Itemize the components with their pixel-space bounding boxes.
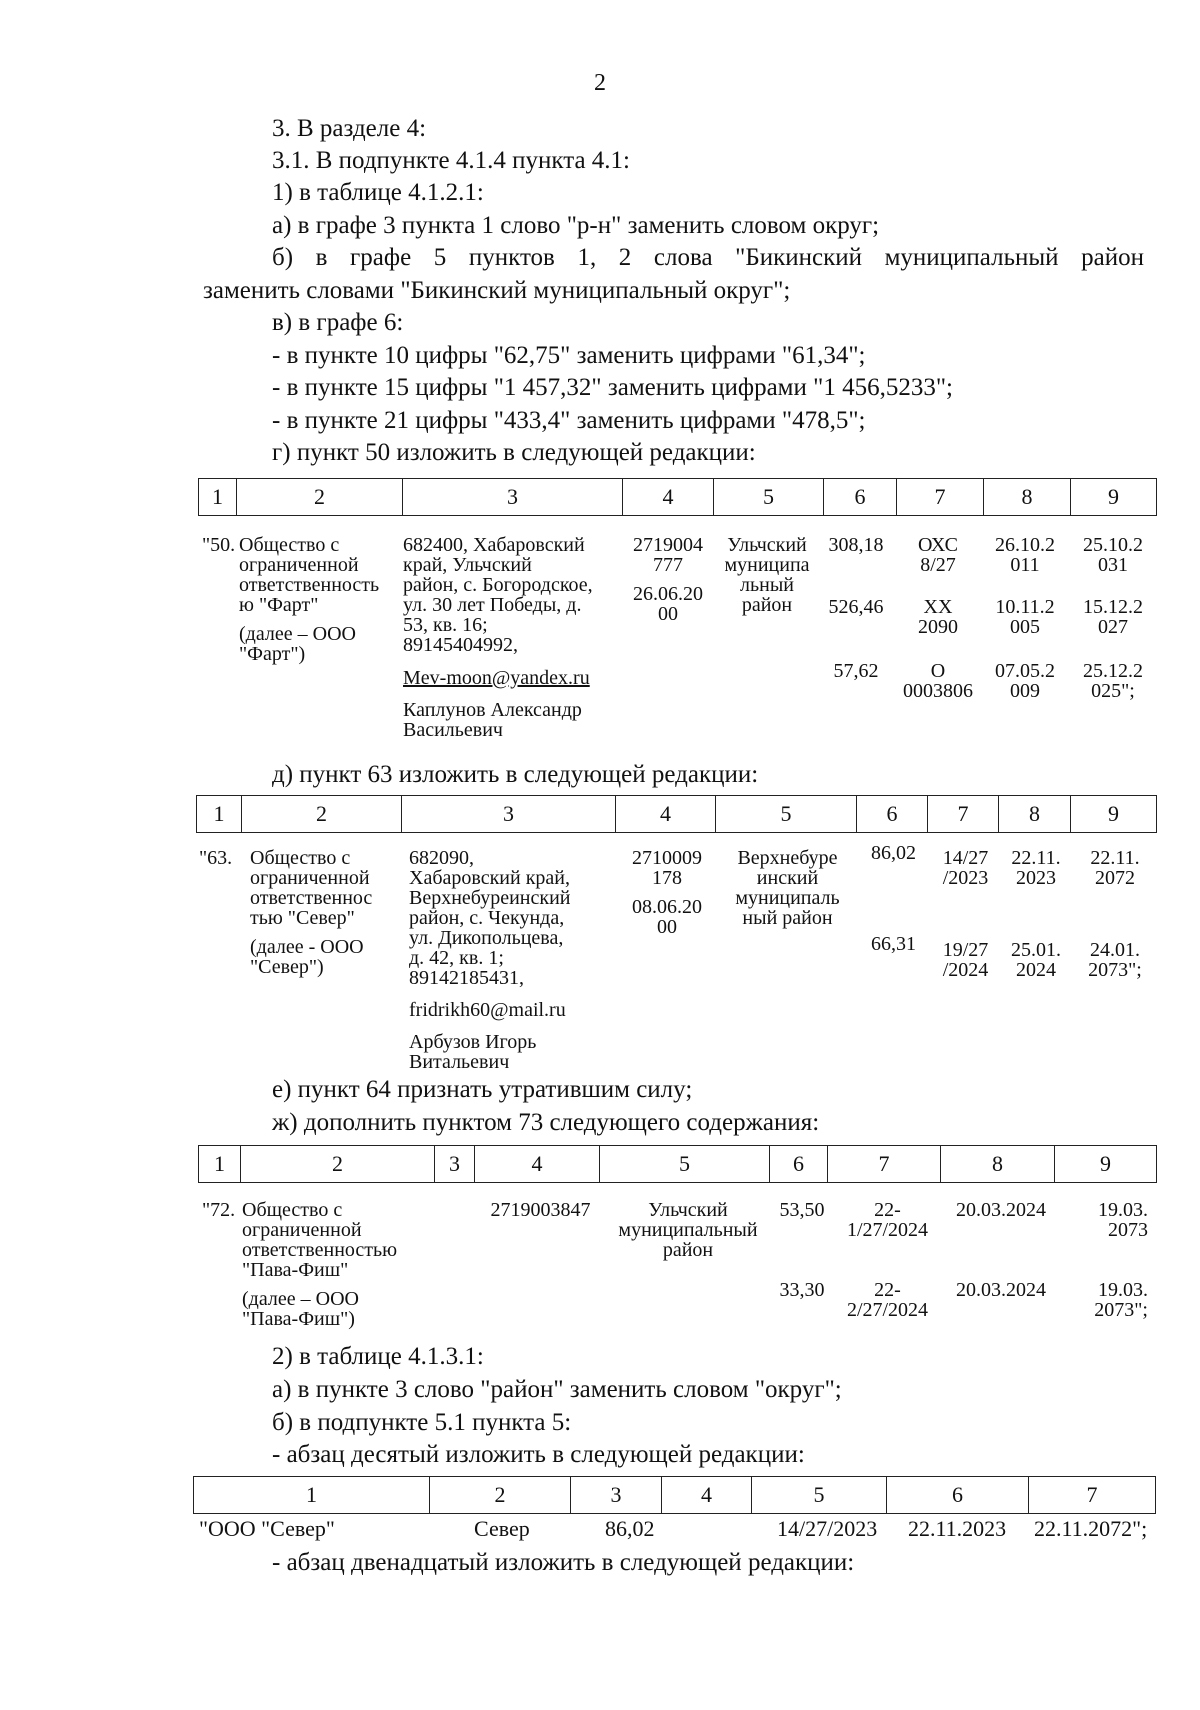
area-value: 86,02 — [871, 842, 916, 864]
list-item: б) в графе 5 пунктов 1, 2 слова "Бикинский муниципальный район — [272, 244, 1144, 271]
column-header: 2 — [430, 1477, 571, 1514]
list-item: - абзац двенадцатый изложить в следующей редакции: — [272, 1549, 855, 1576]
date-to: 15.12.2 027 — [1083, 596, 1143, 638]
contact-person: Арбузов Игорь Витальевич — [409, 1031, 537, 1073]
column-header: 4 — [616, 796, 716, 833]
column-header: 7 — [828, 1146, 941, 1183]
column-header: 1 — [199, 1146, 241, 1183]
organization-short-name: (далее – ООО "Фарт") — [239, 623, 356, 665]
organization-email: fridrikh60@mail.ru — [409, 999, 566, 1021]
document-number: О 0003806 — [903, 660, 973, 702]
document-number: 14/27 /2023 — [942, 847, 989, 889]
column-header: 6 — [824, 479, 897, 516]
organization-address: 682400, Хабаровский край, Ульчский район, с. Богородское, ул. 30 лет Победы, д. 53, кв. 16; 89145404992, — [403, 534, 593, 656]
column-header: 1 — [197, 796, 242, 833]
column-header: 9 — [1055, 1146, 1157, 1183]
area-value: 308,18 — [828, 534, 884, 556]
table4-header — [193, 1476, 1156, 1514]
column-header: 7 — [1029, 1477, 1156, 1514]
subsection-heading: 3.1. В подпункте 4.1.4 пункта 4.1: — [272, 147, 630, 174]
date-from: 20.03.2024 — [956, 1279, 1046, 1301]
row-number: "72. — [202, 1199, 236, 1221]
column-header: 8 — [941, 1146, 1055, 1183]
column-header: 6 — [887, 1477, 1029, 1514]
column-header: 3 — [402, 796, 616, 833]
list-item: д) пункт 63 изложить в следующей редакции: — [272, 761, 759, 788]
list-item: 1) в таблице 4.1.2.1: — [272, 179, 484, 206]
column-header: 5 — [714, 479, 824, 516]
organization-name: Общество с ограниченной ответственнос тью "Север" — [250, 847, 373, 929]
date-from: 10.11.2 005 — [995, 596, 1055, 638]
list-item: г) пункт 50 изложить в следующей редакции: — [272, 439, 756, 466]
column-header: 2 — [237, 479, 403, 516]
column-header: 2 — [242, 796, 402, 833]
date-from: 26.10.2 011 — [995, 534, 1055, 576]
column-header: 4 — [623, 479, 714, 516]
column-header: 5 — [716, 796, 857, 833]
column-header: 4 — [475, 1146, 600, 1183]
date-from: 22.11.2023 — [908, 1516, 1007, 1541]
date-from: 20.03.2024 — [956, 1199, 1046, 1221]
column-header: 8 — [999, 796, 1071, 833]
column-header: 5 — [600, 1146, 770, 1183]
area-value: 86,02 — [605, 1516, 655, 1541]
list-item: - абзац десятый изложить в следующей редакции: — [272, 1441, 805, 1468]
column-header: 4 — [662, 1477, 752, 1514]
list-item: ж) дополнить пунктом 73 следующего содержания: — [272, 1109, 820, 1136]
area-value: 66,31 — [871, 933, 916, 955]
date-to: 24.01. 2073"; — [1088, 939, 1142, 981]
date-from: 25.01. 2024 — [1011, 939, 1061, 981]
list-item: а) в пункте 3 слово "район" заменить словом "округ"; — [272, 1376, 842, 1403]
column-header: 9 — [1071, 796, 1157, 833]
column-header: 3 — [571, 1477, 662, 1514]
list-item: - в пункте 10 цифры "62,75" заменить цифрами "61,34"; — [272, 342, 866, 369]
column-header: 2 — [241, 1146, 435, 1183]
organization-short-name: (далее - ООО "Север") — [250, 936, 364, 978]
date-from: 07.05.2 009 — [995, 660, 1055, 702]
column-header: 3 — [435, 1146, 475, 1183]
inn: 2719004 777 — [633, 534, 703, 576]
document-number: ОХС 8/27 — [918, 534, 958, 576]
list-item: в) в графе 6: — [272, 309, 404, 336]
organization-email: Mev-moon@yandex.ru — [403, 667, 590, 689]
list-item-continuation: заменить словами "Бикинский муниципальный округ"; — [203, 277, 791, 304]
list-item: е) пункт 64 признать утратившим силу; — [272, 1076, 693, 1103]
registration-date: 26.06.20 00 — [633, 583, 703, 625]
date-from: 22.11. 2023 — [1011, 847, 1061, 889]
list-item: - в пункте 21 цифры "433,4" заменить цифрами "478,5"; — [272, 407, 866, 434]
list-item: 2) в таблице 4.1.3.1: — [272, 1343, 484, 1370]
column-header: 7 — [897, 479, 984, 516]
area-value: 53,50 — [779, 1199, 825, 1221]
column-header: 9 — [1071, 479, 1157, 516]
date-to: 19.03. 2073"; — [1094, 1279, 1148, 1321]
column-header: 1 — [194, 1477, 430, 1514]
column-header: 5 — [752, 1477, 887, 1514]
inn: 2710009 178 — [632, 847, 702, 889]
date-to: 25.12.2 025"; — [1083, 660, 1143, 702]
district: Ульчский муниципальный район — [618, 1199, 758, 1261]
row-number: "50. — [202, 534, 236, 556]
document-number: ХХ 2090 — [918, 596, 958, 638]
date-to: 25.10.2 031 — [1083, 534, 1143, 576]
date-to: 22.11.2072"; — [1034, 1516, 1148, 1541]
document-number: 22- 2/27/2024 — [846, 1279, 929, 1321]
organization-address: 682090, Хабаровский край, Верхнебуреинский район, с. Чекунда, ул. Дикопольцева, д. 42, кв. 1; 89142185431, — [409, 847, 571, 989]
list-item: б) в подпункте 5.1 пункта 5: — [272, 1409, 572, 1436]
column-header: 6 — [770, 1146, 828, 1183]
list-item: а) в графе 3 пункта 1 слово "р-н" заменить словом округ; — [272, 212, 880, 239]
organization-name: Общество с ограниченной ответственность ю "Фарт" — [239, 534, 380, 616]
column-header: 8 — [984, 479, 1071, 516]
table3-header — [198, 1145, 1157, 1183]
district: Верхнебуре инский муниципаль ный район — [735, 847, 840, 929]
column-header: 6 — [857, 796, 928, 833]
column-header: 7 — [928, 796, 999, 833]
document-number: 14/27/2023 — [777, 1516, 878, 1541]
section-heading: 3. В разделе 4: — [272, 115, 427, 142]
document-number: 22- 1/27/2024 — [846, 1199, 929, 1241]
organization-short-name: (далее – ООО "Пава-Фиш") — [242, 1288, 359, 1330]
organization-name: "ООО "Север" — [199, 1516, 335, 1541]
date-to: 22.11. 2072 — [1090, 847, 1140, 889]
area-value: 57,62 — [833, 660, 879, 682]
table1-header — [198, 478, 1157, 516]
district: Ульчский муниципа льный район — [724, 534, 810, 616]
document-number: 19/27 /2024 — [942, 939, 989, 981]
contact-person: Каплунов Александр Васильевич — [403, 699, 582, 741]
area-value: 33,30 — [779, 1279, 825, 1301]
area-value: 526,46 — [828, 596, 884, 618]
row-number: "63. — [199, 847, 233, 869]
inn: 2719003847 — [490, 1199, 591, 1221]
list-item: - в пункте 15 цифры "1 457,32" заменить цифрами "1 456,5233"; — [272, 374, 953, 401]
page-number: 2 — [594, 70, 606, 96]
date-to: 19.03. 2073 — [1098, 1199, 1148, 1241]
organization-name: Общество с ограниченной ответственностью "Пава-Фиш" — [242, 1199, 398, 1281]
registration-date: 08.06.20 00 — [632, 896, 702, 938]
column-header: 3 — [403, 479, 623, 516]
column-header: 1 — [199, 479, 237, 516]
settlement-name: Север — [474, 1516, 530, 1541]
table2-header — [196, 795, 1157, 833]
